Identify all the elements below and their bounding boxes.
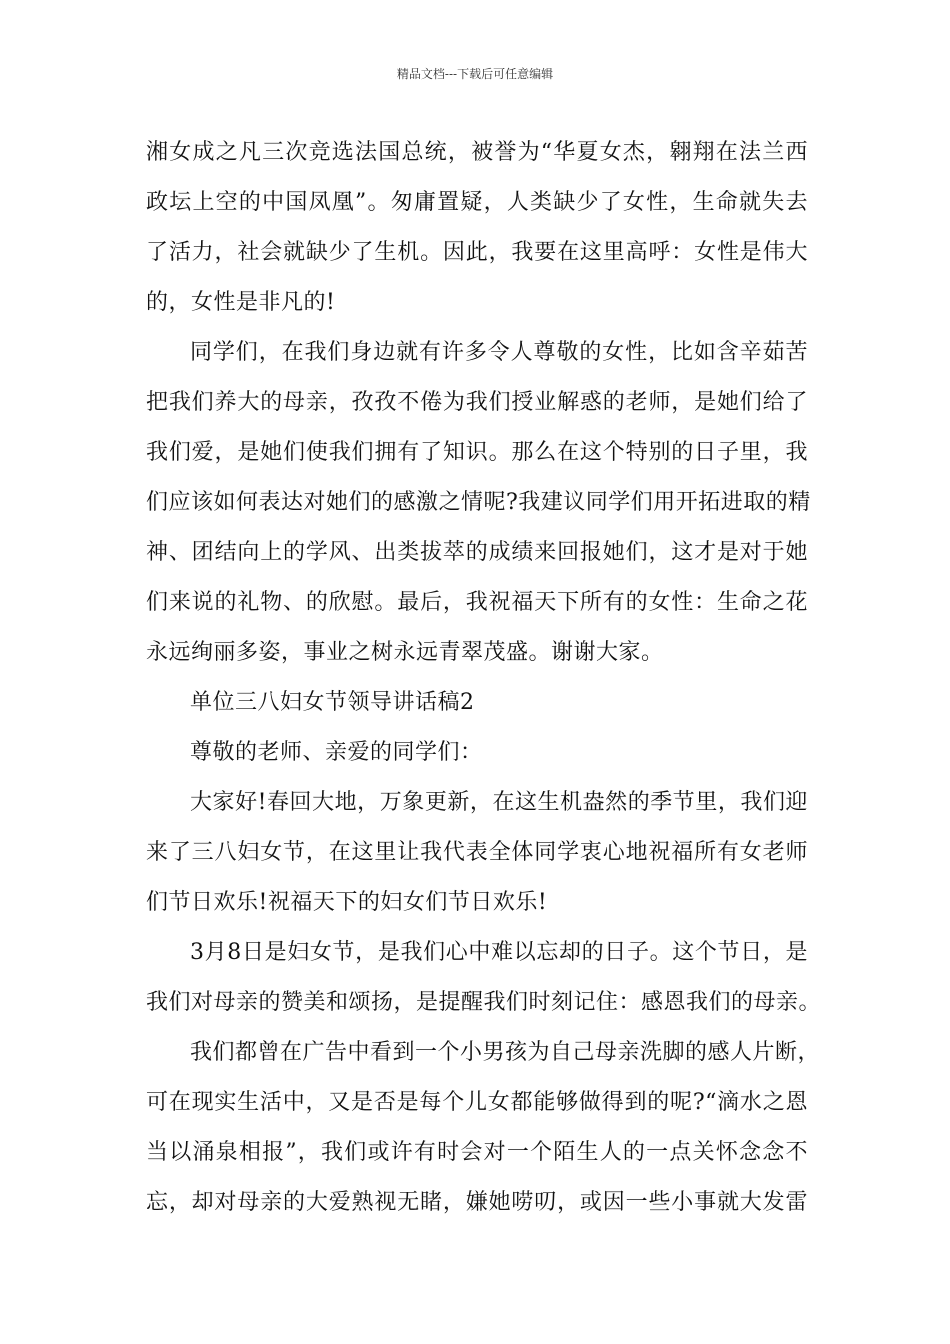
text-line: 们节日欢乐!祝福天下的妇女们节日欢乐! [146, 890, 548, 915]
text-line: 政坛上空的中国凤凰”。匆庸置疑，人类缺少了女性，生命就失去 [146, 190, 808, 215]
section-heading: 单位三八妇女节领导讲话稿2 [190, 690, 475, 715]
text-line: 来了三八妇女节，在这里让我代表全体同学衷心地祝福所有女老师 [146, 840, 808, 865]
text-line: 湘女成之凡三次竞选法国总统，被誉为“华夏女杰，翱翔在法兰西 [146, 140, 808, 165]
text-line: 我们都曾在广告中看到一个小男孩为自己母亲洗脚的感人片断， [190, 1040, 821, 1065]
text-line: 把我们养大的母亲，孜孜不倦为我们授业解惑的老师，是她们给了 [146, 390, 808, 415]
text-line: 当以涌泉相报”，我们或许有时会对一个陌生人的一点关怀念念不 [146, 1140, 808, 1165]
page-header: 精品文档---下载后可任意编辑 [396, 67, 554, 81]
text-line: 忘，却对母亲的大爱熟视无睹，嫌她唠叨，或因一些小事就大发雷 [146, 1190, 808, 1215]
salutation: 尊敬的老师、亲爱的同学们： [190, 740, 483, 765]
text-line: 们来说的礼物、的欣慰。最后，我祝福天下所有的女性：生命之花 [146, 590, 808, 615]
text-line: 我们对母亲的赞美和颂扬，是提醒我们时刻记住：感恩我们的母亲。 [146, 990, 822, 1015]
text-line: 神、团结向上的学风、出类拔萃的成绩来回报她们，这才是对于她 [146, 540, 808, 565]
text-line: 的，女性是非凡的! [146, 290, 336, 315]
text-line: 们应该如何表达对她们的感激之情呢?我建议同学们用开拓进取的精 [146, 490, 811, 515]
text-line: 同学们，在我们身边就有许多令人尊敬的女性，比如含辛茹苦 [190, 340, 808, 365]
text-line: 大家好!春回大地，万象更新，在这生机盎然的季节里，我们迎 [190, 790, 808, 815]
text-line: 3月8日是妇女节，是我们心中难以忘却的日子。这个节日，是 [190, 940, 808, 965]
document-body [146, 128, 822, 1228]
text-line: 了活力，社会就缺少了生机。因此，我要在这里高呼：女性是伟大 [146, 240, 808, 265]
text-line: 永远绚丽多姿，事业之树永远青翠茂盛。谢谢大家。 [146, 640, 664, 665]
text-line: 可在现实生活中，又是否是每个儿女都能够做得到的呢?“滴水之恩 [146, 1090, 808, 1115]
text-line: 我们爱，是她们使我们拥有了知识。那么在这个特别的日子里，我 [146, 440, 808, 465]
